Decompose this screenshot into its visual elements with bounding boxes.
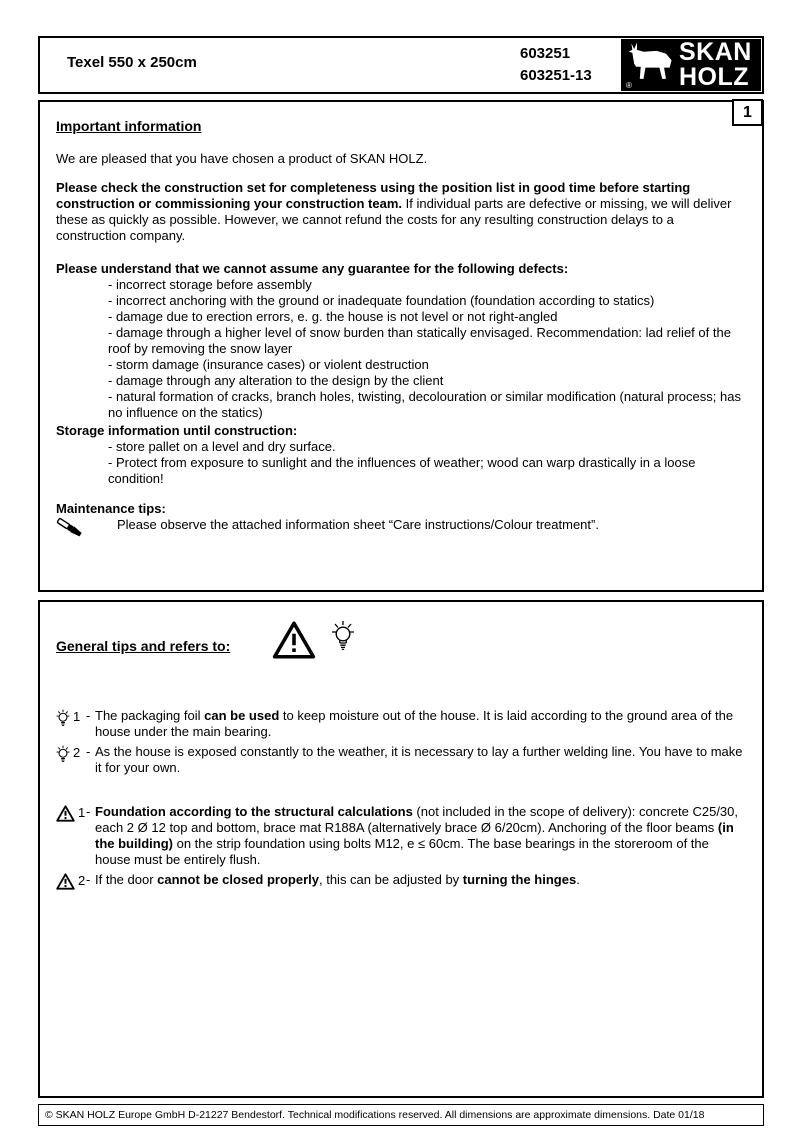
registered-mark: ® [626, 81, 632, 90]
tip-row-warning-1 [56, 804, 746, 868]
check-regular-text: If individual parts are defective or missing, we will deliver these as quickly as possible. However, we cannot refund the costs for any resulting construction delays to a construction company. [56, 196, 732, 243]
tip-text-bold-segment: cannot be closed properly [157, 872, 319, 887]
lightbulb-icon [56, 745, 70, 769]
tip-number: 2 [73, 745, 81, 760]
tip-number: 2 [78, 873, 86, 888]
tip-dash: - [86, 744, 91, 759]
tip-dash: - [86, 804, 91, 819]
tip-text-segment: to keep moisture out of the house. It is laid according to the ground area of the house under the main bearing. [95, 708, 734, 739]
page-number: 1 [732, 99, 763, 126]
tip-badge [56, 804, 86, 826]
tip-badge [56, 872, 86, 894]
tip-dash: - [86, 872, 91, 887]
guarantee-item: - damage through a higher level of snow burden than statically envisaged. Recommendation: lad relief of the roof by removing the snow layer [108, 325, 731, 356]
tip-text-bold-segment: turning the hinges [462, 872, 577, 887]
important-information-heading: Important information [56, 118, 202, 134]
check-bold-text: Please check the construction set for completeness using the position list in good time before starting construction or commissioning your construction team. [56, 180, 691, 211]
warning-triangle-icon [56, 805, 75, 826]
guarantee-heading: Please understand that we cannot assume any guarantee for the following defects: [56, 261, 569, 276]
lightbulb-icon [56, 709, 70, 733]
tip-text-segment: The packaging foil [95, 708, 205, 723]
storage-list [108, 439, 746, 487]
footer-text: © SKAN HOLZ Europe GmbH D-21227 Bendestorf. Technical modifications reserved. All dimensions are approximate dimensions. Date 01/18 [45, 1109, 705, 1121]
tip-text-segment: If the door [95, 872, 158, 887]
tip-row-bulb-1 [56, 708, 746, 740]
guarantee-item: - damage through any alteration to the design by the client [108, 373, 444, 388]
tip-text-segment: on the strip foundation using bolts M12, e ≤ 60cm. The base bearings in the storeroom of the house must be entirely flush. [95, 836, 709, 867]
article-number: 603251 [520, 45, 571, 62]
guarantee-list [108, 277, 746, 421]
tip-text [95, 708, 746, 740]
intro-text: We are pleased that you have chosen a product of SKAN HOLZ. [56, 151, 428, 166]
tip-text-bold-segment: can be used [204, 708, 280, 723]
general-tips-heading: General tips and refers to: [56, 638, 231, 654]
tip-dash: - [86, 708, 91, 723]
guarantee-item: - incorrect storage before assembly [108, 277, 312, 292]
logo-text-holz: HOLZ [679, 63, 750, 91]
tip-text-segment: (not included in the scope of delivery): concrete C25/30, each 2 Ø 12 top and bottom, brace mat R188A (alternatively brace Ø 6/20cm). Anchoring of the floor beams [95, 804, 738, 835]
guarantee-item: - incorrect anchoring with the ground or inadequate foundation (foundation according to statics) [108, 293, 655, 308]
tip-text-segment: , this can be adjusted by [318, 872, 463, 887]
paintbrush-icon [54, 515, 86, 547]
skan-holz-logo [621, 39, 761, 91]
storage-item: - Protect from exposure to sunlight and the influences of weather; wood can warp drastically in a loose condition! [108, 455, 696, 486]
tip-text-bold-segment: Foundation according to the structural calculations [95, 804, 413, 819]
article-numbers [520, 43, 592, 87]
article-number: 603251-13 [520, 67, 592, 84]
footer-bar [38, 1104, 764, 1126]
tip-rows [56, 708, 746, 894]
logo-text-skan: SKAN [679, 39, 752, 66]
general-tips-heading-row [56, 628, 746, 664]
warning-triangle-icon [56, 873, 75, 894]
tip-text-segment: . [576, 872, 580, 887]
guarantee-item: - storm damage (insurance cases) or violent destruction [108, 357, 429, 372]
storage-item: - store pallet on a level and dry surface. [108, 439, 336, 454]
guarantee-item: - damage due to erection errors, e. g. the house is not level or not right-angled [108, 309, 558, 324]
maintenance-heading: Maintenance tips: [56, 501, 166, 516]
tip-badge [56, 744, 86, 769]
check-paragraph [56, 180, 746, 244]
tip-text [95, 872, 746, 888]
important-information-section [38, 100, 764, 592]
tip-number: 1 [73, 709, 81, 724]
tip-text-bold-segment: (in the building) [95, 820, 734, 851]
tip-number: 1 [78, 805, 86, 820]
logo-text [679, 40, 752, 90]
warning-triangle-icon [272, 620, 316, 664]
tip-text [95, 804, 746, 868]
product-title: Texel 550 x 250cm [67, 54, 197, 71]
storage-heading: Storage information until construction: [56, 423, 298, 438]
tip-badge [56, 708, 86, 733]
tip-text [95, 744, 746, 776]
header-box [38, 36, 764, 94]
tip-text-segment: As the house is exposed constantly to the weather, it is necessary to lay a further welding line. You have to make it for your own. [95, 744, 743, 775]
maintenance-text: Please observe the attached information sheet “Care instructions/Colour treatment”. [117, 517, 599, 532]
general-tips-section [38, 600, 764, 1098]
tip-row-bulb-2 [56, 744, 746, 776]
tip-row-warning-2 [56, 872, 746, 894]
maintenance-block [56, 501, 746, 553]
lightbulb-icon [331, 620, 355, 658]
guarantee-item: - natural formation of cracks, branch holes, twisting, decolouration or similar modification (natural process; has no influence on the statics) [108, 389, 741, 420]
